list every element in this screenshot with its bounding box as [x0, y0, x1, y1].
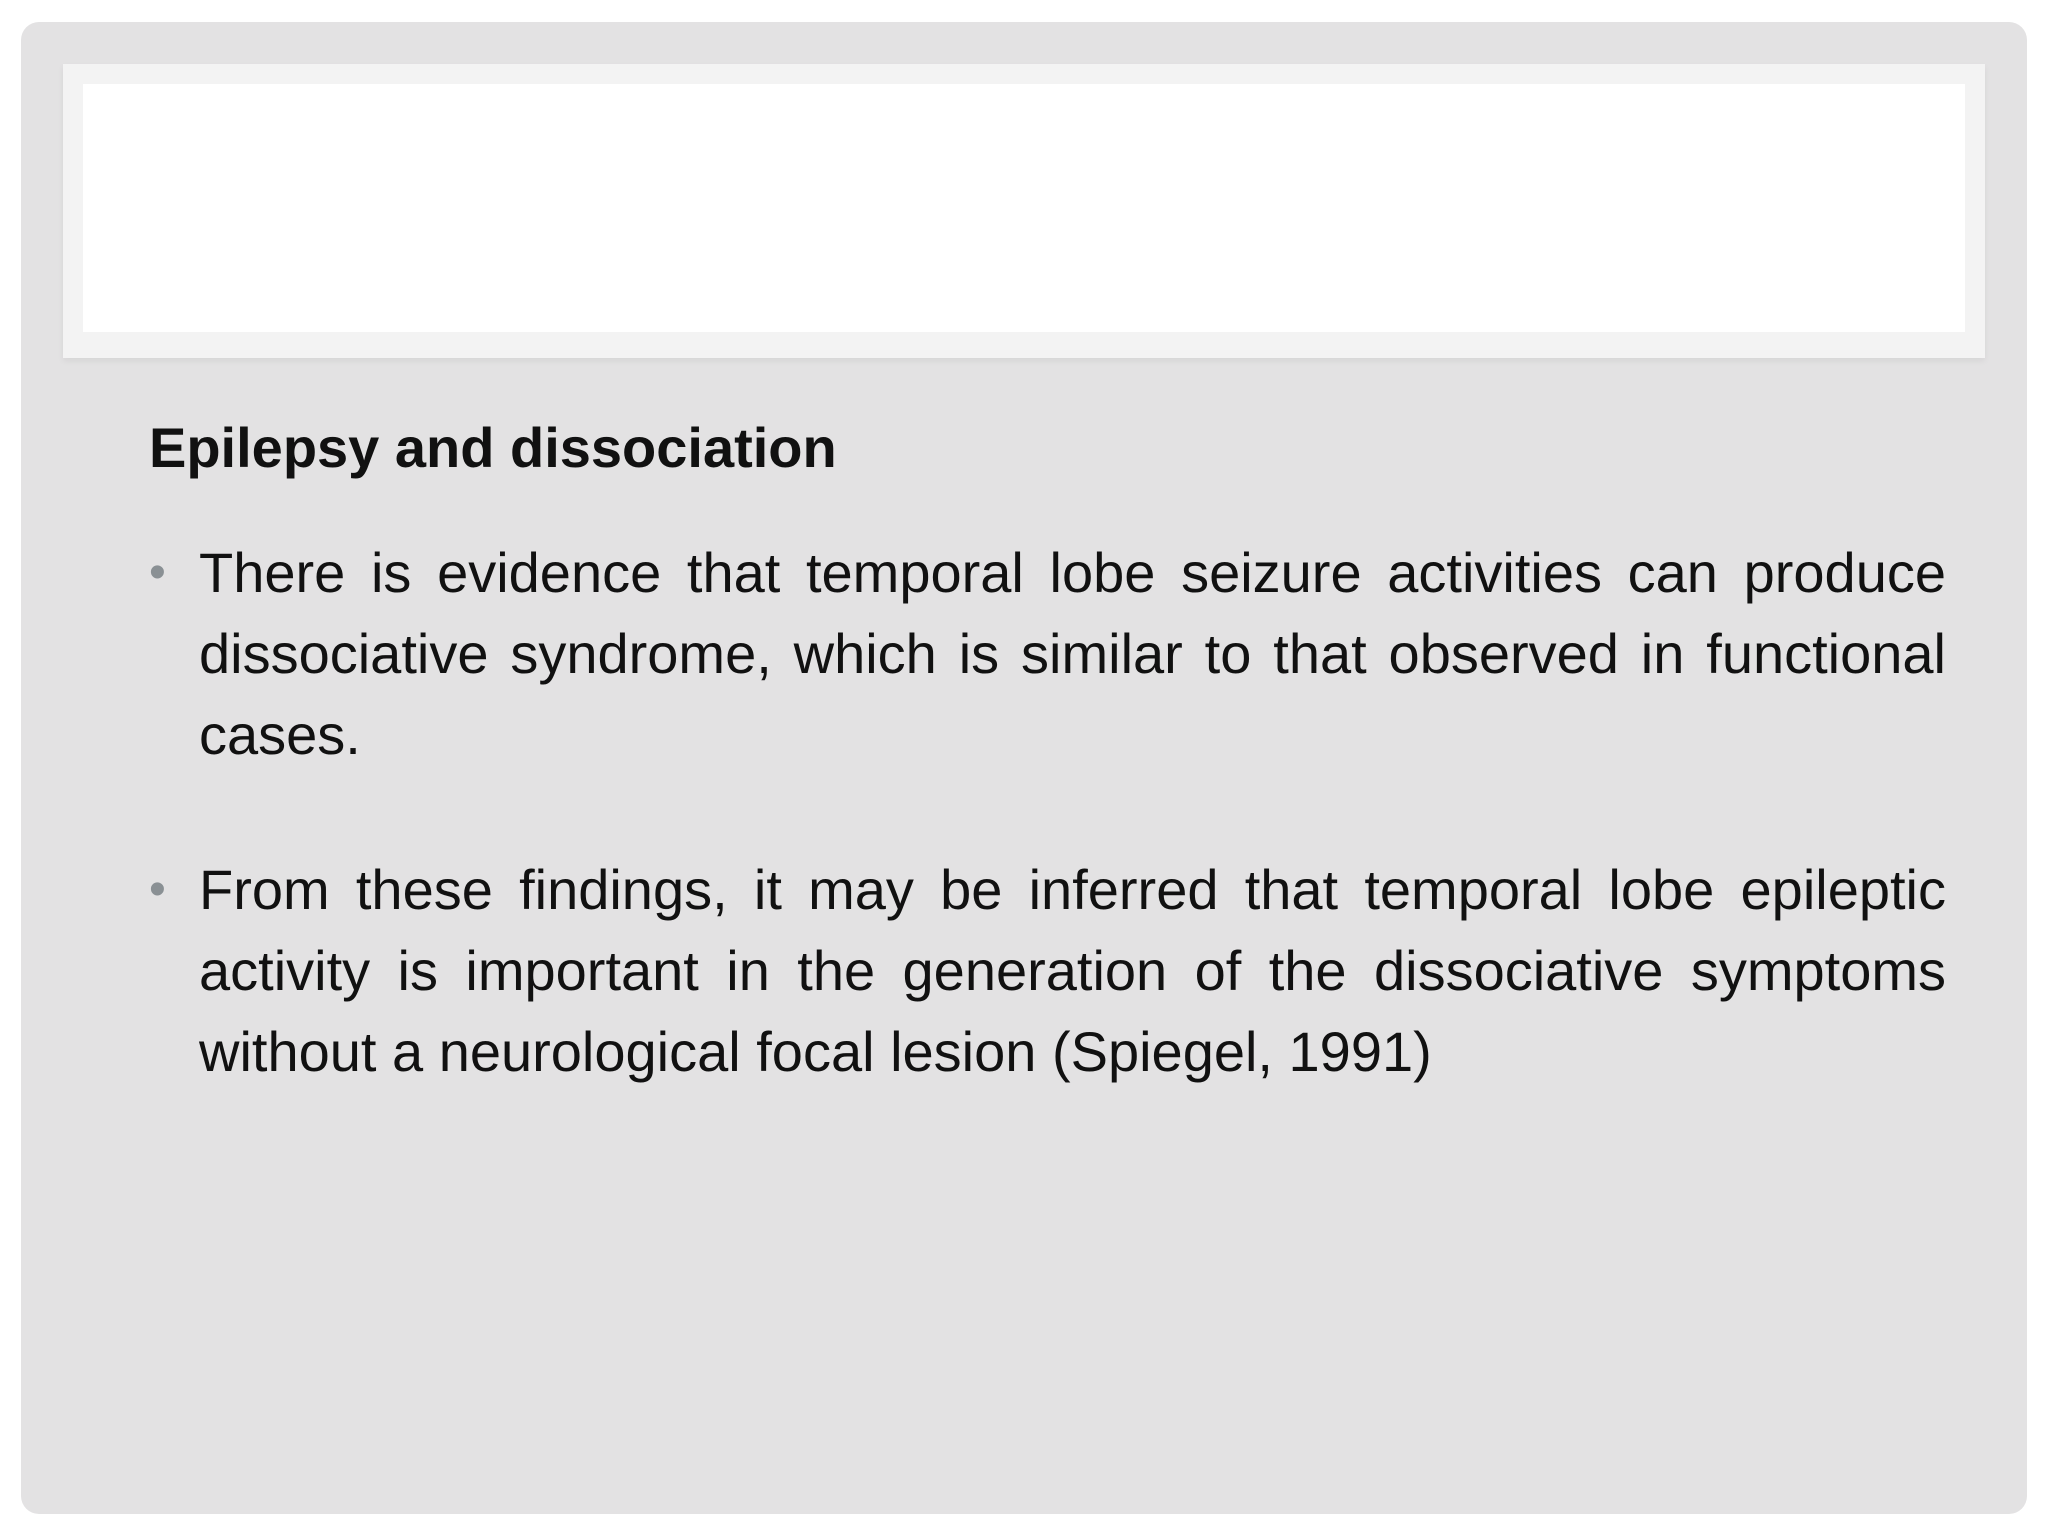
title-placeholder — [83, 84, 1965, 332]
bullet-item — [149, 849, 1946, 1092]
bullet-text: From these findings, it may be inferred that temporal lobe epileptic activity is important in the generation of the dissociative symptoms without a neurological focal lesion (Spiegel, 1991) — [199, 858, 1946, 1083]
bullet-text: There is evidence that temporal lobe seizure activities can produce dissociative syndrome, which is similar to that observed in functional cases. — [199, 541, 1946, 766]
slide-heading: Epilepsy and dissociation — [149, 416, 837, 479]
title-frame — [63, 64, 1985, 358]
bullet-item — [149, 532, 1946, 775]
slide-content — [149, 412, 1946, 1166]
slide — [21, 22, 2027, 1514]
bullet-list — [149, 532, 1946, 1092]
bullet-dot-icon: • — [149, 863, 166, 916]
bullet-dot-icon: • — [149, 546, 166, 599]
